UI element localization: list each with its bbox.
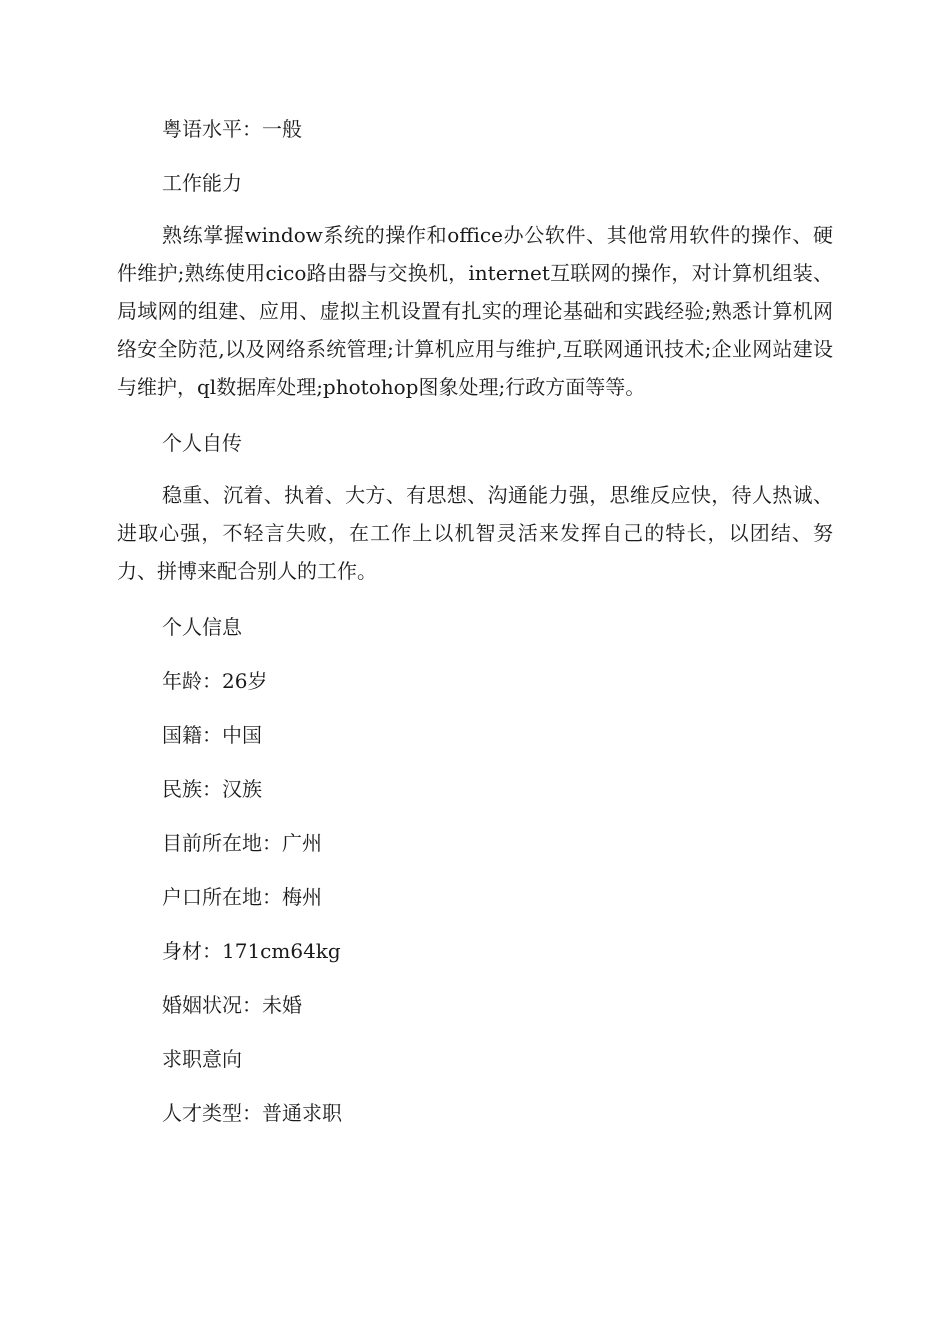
current-location-field: 目前所在地：广州 bbox=[162, 831, 322, 855]
self-intro-text: 稳重、沉着、执着、大方、有思想、沟通能力强，思维反应快，待人热诚、进取心强，不轻言失败，在工作上以机智灵活来发挥自己的特长，以团结、努力、拼博来配合别人的工作。 bbox=[117, 483, 833, 583]
personal-info-heading: 个人信息 bbox=[162, 615, 242, 639]
talent-type-field: 人才类型：普通求职 bbox=[162, 1101, 342, 1125]
document-content bbox=[117, 108, 833, 1146]
self-intro-heading: 个人自传 bbox=[162, 431, 242, 455]
ethnicity-field: 民族：汉族 bbox=[162, 777, 262, 801]
body-field: 身材：171cm64kg bbox=[162, 939, 341, 963]
work-ability-text: 熟练掌握window系统的操作和office办公软件、其他常用软件的操作、硬件维护;熟练使用cico路由器与交换机，internet互联网的操作，对计算机组装、局域网的组建、应用、虚拟主机设置有扎实的理论基础和实践经验;熟悉计算机网络安全防范,以及网络系统管理;计算机应用与维护,互联网通讯技术;企业网站建设与维护，ql数据库处理;photohop图象处理;行政方面等等。 bbox=[117, 223, 833, 399]
hukou-location-field: 户口所在地：梅州 bbox=[162, 885, 322, 909]
cantonese-level: 粤语水平：一般 bbox=[162, 117, 302, 141]
nationality-field: 国籍：中国 bbox=[162, 723, 262, 747]
job-intention-heading: 求职意向 bbox=[162, 1047, 242, 1071]
marital-status-field: 婚姻状况：未婚 bbox=[162, 993, 302, 1017]
work-ability-heading: 工作能力 bbox=[162, 171, 242, 195]
age-field: 年龄：26岁 bbox=[162, 669, 268, 693]
